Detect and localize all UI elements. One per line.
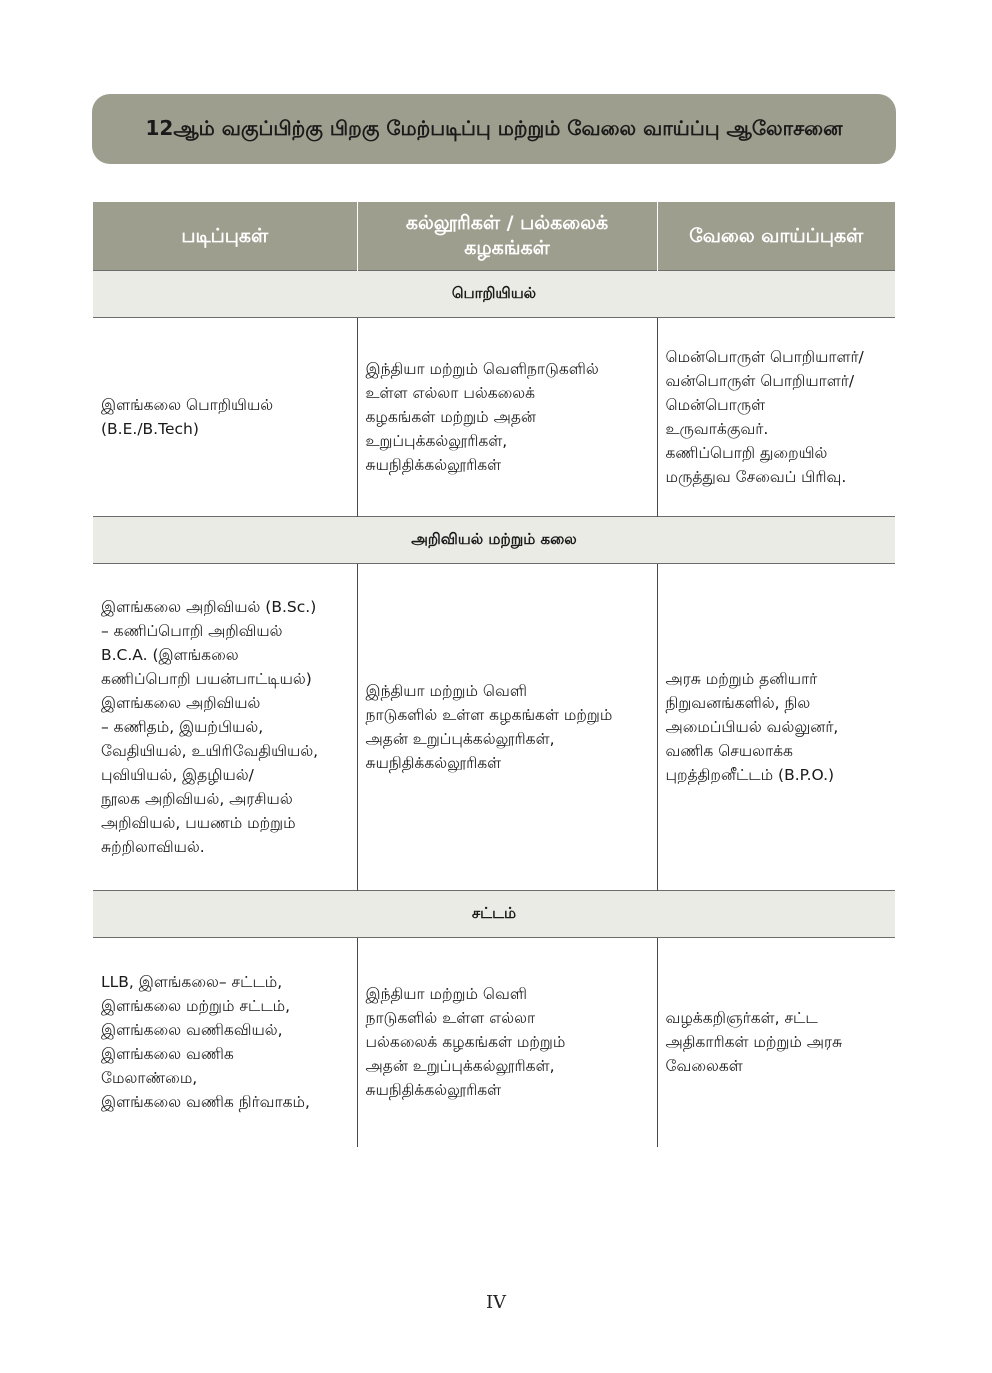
course-line: இளங்கலை வணிக bbox=[101, 1045, 234, 1064]
courses-cell bbox=[93, 318, 357, 517]
job-line: அரசு மற்றும் தனியார் bbox=[665, 670, 818, 688]
institutions-cell bbox=[357, 564, 657, 891]
course-line: கணிப்பொறி பயன்பாட்டியல்) bbox=[101, 670, 312, 688]
course-line: அறிவியல், பயணம் மற்றும் bbox=[101, 814, 296, 832]
section-row-engineering bbox=[93, 271, 895, 318]
job-line: வேலைகள் bbox=[665, 1057, 743, 1076]
jobs-cell bbox=[657, 318, 895, 517]
course-line: இளங்கலை மற்றும் சட்டம், bbox=[101, 997, 291, 1016]
course-line: இளங்கலை வணிகவியல், bbox=[101, 1021, 283, 1040]
course-line: இளங்கலை அறிவியல் (B.Sc.) bbox=[101, 598, 317, 616]
job-line: அமைப்பியல் வல்லுனர், bbox=[665, 718, 839, 736]
course-line: வேதியியல், உயிரிவேதியியல், bbox=[101, 742, 319, 760]
job-line: அதிகாரிகள் மற்றும் அரசு bbox=[665, 1033, 843, 1052]
job-line: மென்பொருள் பொறியாளர்/ bbox=[665, 348, 864, 366]
course-line: இளங்கலை அறிவியல் bbox=[101, 694, 261, 712]
course-line: இளங்கலை வணிக நிர்வாகம், bbox=[101, 1093, 310, 1112]
job-line: நிறுவனங்களில், நில bbox=[665, 694, 811, 712]
job-line: மென்பொருள் bbox=[665, 396, 766, 414]
job-line: கணிப்பொறி துறையில் bbox=[665, 444, 828, 462]
course-line: (B.E./B.Tech) bbox=[101, 420, 199, 438]
table-header-row bbox=[93, 202, 895, 271]
institution-line: அதன் உறுப்புக்கல்லூரிகள், bbox=[365, 1057, 555, 1076]
courses-cell bbox=[93, 564, 357, 891]
section-title: பொறியியல் bbox=[93, 271, 895, 318]
header-jobs: வேலை வாய்ப்புகள் bbox=[657, 202, 895, 271]
table-row bbox=[93, 564, 895, 891]
course-line: B.C.A. (இளங்கலை bbox=[101, 646, 239, 664]
course-line: – கணிதம், இயற்பியல், bbox=[101, 718, 264, 736]
institution-line: கழகங்கள் மற்றும் அதன் bbox=[365, 408, 536, 426]
table-row bbox=[93, 318, 895, 517]
job-line: மருத்துவ சேவைப் பிரிவு. bbox=[665, 468, 847, 486]
header-courses: படிப்புகள் bbox=[93, 202, 357, 271]
section-title: அறிவியல் மற்றும் கலை bbox=[93, 517, 895, 564]
institutions-cell bbox=[357, 938, 657, 1147]
page-number: IV bbox=[485, 1292, 507, 1313]
job-line: வன்பொருள் பொறியாளர்/ bbox=[665, 372, 855, 390]
course-line: சுற்றிலாவியல். bbox=[101, 838, 205, 856]
course-line: புவியியல், இதழியல்/ bbox=[101, 766, 254, 784]
institution-line: பல்கலைக் கழகங்கள் மற்றும் bbox=[365, 1033, 566, 1052]
institution-line: அதன் உறுப்புக்கல்லூரிகள், bbox=[365, 730, 555, 748]
institution-line: சுயநிதிக்கல்லூரிகள் bbox=[365, 1081, 502, 1100]
institution-line: சுயநிதிக்கல்லூரிகள் bbox=[365, 456, 502, 474]
institution-line: இந்தியா மற்றும் வெளி bbox=[365, 682, 527, 700]
course-line: இளங்கலை பொறியியல் bbox=[101, 396, 274, 414]
courses-cell bbox=[93, 938, 357, 1147]
course-line: மேலாண்மை, bbox=[101, 1069, 198, 1088]
course-line: LLB, இளங்கலை– சட்டம், bbox=[101, 973, 283, 992]
job-line: புறத்திறனீட்டம் (B.P.O.) bbox=[665, 766, 835, 784]
table-row bbox=[93, 938, 895, 1147]
header-institutions: கல்லூரிகள் / பல்கலைக் கழகங்கள் bbox=[357, 202, 657, 271]
institution-line: நாடுகளில் உள்ள எல்லா bbox=[365, 1009, 536, 1028]
page-title: 12ஆம் வகுப்பிற்கு பிறகு மேற்படிப்பு மற்றும் வேலை வாய்ப்பு ஆலோசனை bbox=[92, 94, 896, 164]
institutions-cell bbox=[357, 318, 657, 517]
institution-line: நாடுகளில் உள்ள கழகங்கள் மற்றும் bbox=[365, 706, 613, 724]
section-row-science-arts bbox=[93, 517, 895, 564]
career-table bbox=[93, 202, 895, 1147]
institution-line: இந்தியா மற்றும் வெளி bbox=[365, 985, 527, 1004]
job-line: வணிக செயலாக்க bbox=[665, 742, 793, 760]
job-line: வழக்கறிஞர்கள், சட்ட bbox=[665, 1009, 818, 1028]
institution-line: இந்தியா மற்றும் வெளிநாடுகளில் bbox=[365, 360, 599, 378]
job-line: உருவாக்குவர். bbox=[665, 420, 769, 438]
section-row-law bbox=[93, 891, 895, 938]
institution-line: உள்ள எல்லா பல்கலைக் bbox=[365, 384, 536, 402]
section-title: சட்டம் bbox=[93, 891, 895, 938]
institution-line: உறுப்புக்கல்லூரிகள், bbox=[365, 432, 508, 450]
course-line: நூலக அறிவியல், அரசியல் bbox=[101, 790, 293, 808]
course-line: – கணிப்பொறி அறிவியல் bbox=[101, 622, 283, 640]
institution-line: சுயநிதிக்கல்லூரிகள் bbox=[365, 754, 502, 772]
jobs-cell bbox=[657, 564, 895, 891]
jobs-cell bbox=[657, 938, 895, 1147]
